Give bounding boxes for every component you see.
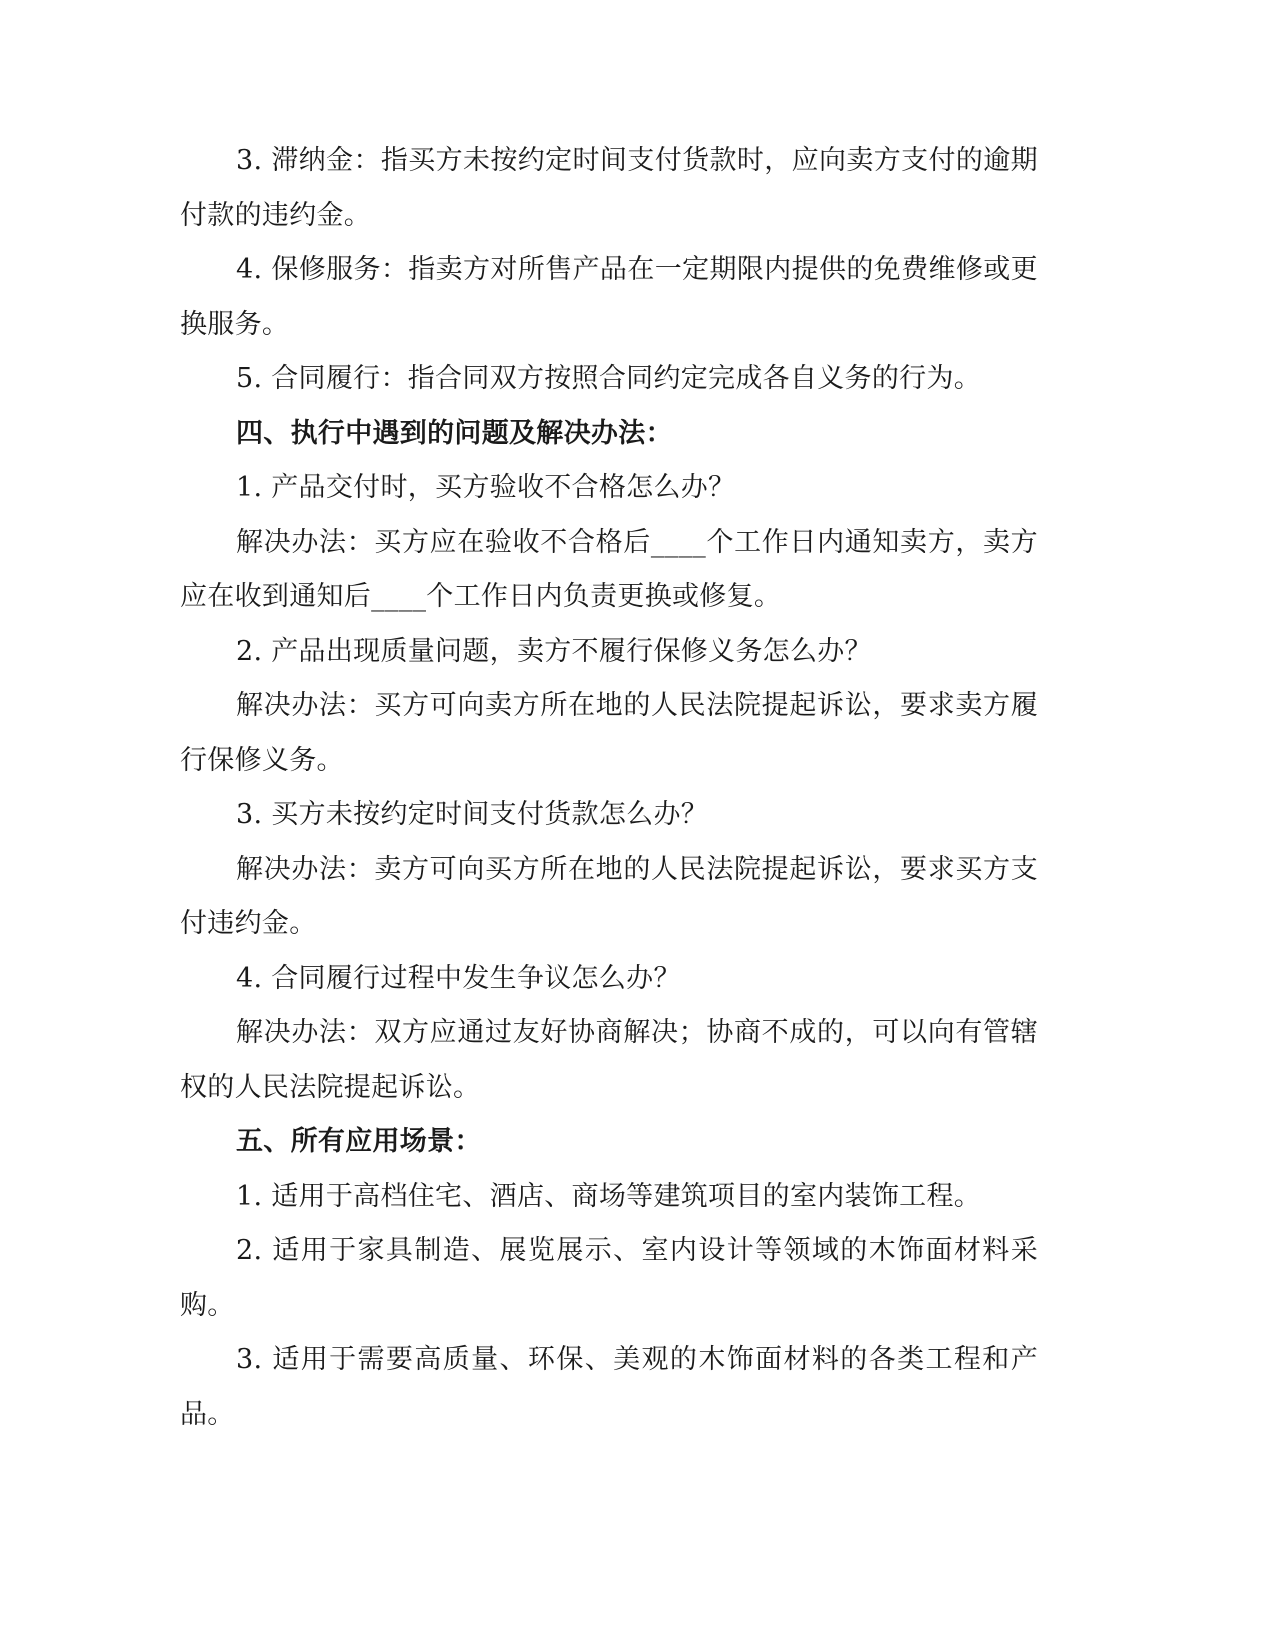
definition-item-late-fee: 3. 滞纳金：指买方未按约定时间支付货款时，应向卖方支付的逾期付款的违约金。 <box>180 145 1038 231</box>
problem-item-2: 2. 产品出现质量问题，卖方不履行保修义务怎么办？ <box>236 635 872 667</box>
scenario-item-1: 1. 适用于高档住宅、酒店、商场等建筑项目的室内装饰工程。 <box>236 1180 982 1212</box>
solution-item-3: 解决办法：卖方可向买方所在地的人民法院提起诉讼，要求买方支付违约金。 <box>180 853 1038 939</box>
scenario-item-3: 3. 适用于需要高质量、环保、美观的木饰面材料的各类工程和产品。 <box>180 1344 1038 1430</box>
solution-item-2: 解决办法：买方可向卖方所在地的人民法院提起诉讼，要求卖方履行保修义务。 <box>180 690 1038 776</box>
solution-item-1: 解决办法：买方应在验收不合格后____个工作日内通知卖方，卖方应在收到通知后____个工作日内负责更换或修复。 <box>180 526 1038 612</box>
document-page <box>180 134 1038 1442</box>
problem-item-3: 3. 买方未按约定时间支付货款怎么办？ <box>236 799 709 830</box>
scenario-item-2: 2. 适用于家具制造、展览展示、室内设计等领域的木饰面材料采购。 <box>180 1235 1038 1321</box>
definition-item-performance: 5. 合同履行：指合同双方按照合同约定完成各自义务的行为。 <box>236 363 982 394</box>
definition-item-warranty: 4. 保修服务：指卖方对所售产品在一定期限内提供的免费维修或更换服务。 <box>180 254 1038 340</box>
section-heading-problems: 四、执行中遇到的问题及解决办法： <box>236 417 673 449</box>
problem-item-1: 1. 产品交付时，买方验收不合格怎么办？ <box>236 472 736 503</box>
section-heading-scenarios: 五、所有应用场景： <box>236 1126 482 1157</box>
solution-item-4: 解决办法：双方应通过友好协商解决；协商不成的，可以向有管辖权的人民法院提起诉讼。 <box>180 1017 1038 1103</box>
problem-item-4: 4. 合同履行过程中发生争议怎么办？ <box>236 962 681 994</box>
